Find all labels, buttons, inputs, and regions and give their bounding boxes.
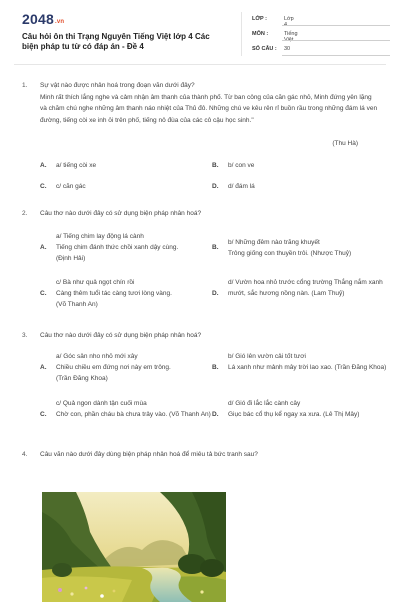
option-letter: B. [212,244,219,251]
option-text: d/ Gió đi lắc lắc cành cây Giục bác cổ thụ kể ngay xa xưa. (Lê Thị Mây) [228,400,360,418]
question-number: 3. [22,332,28,339]
header-rule [14,64,386,65]
question-number: 2. [22,210,28,217]
meta-label: MÔN : [252,31,269,37]
option-text: a/ Góc sân nho nhỏ mới xây Chiều chiều em đứng nơi này em trông. (Trần Đăng Khoa) [56,353,171,382]
question-passage: Minh rất thích lắng nghe và cảm nhận âm thanh của thành phố. Từ ban công của căn gác nhỏ, Minh đứng yên lặng và chăm chú nghe những âm thanh náo nhiệt của Thủ đô. Những chú ve kêu rên rỉ buồn rầu trong những đám lá ven đường, tiếng còi xe inh ỏi trên phố, tiếng nô đùa của các cô cậu học sinh." [40,93,378,124]
option-letter: A. [40,162,47,169]
question-text: Câu thơ nào dưới đây có sử dụng biện pháp nhân hoá? [40,332,202,339]
option-text: c/ Bà như quả ngọt chín rồi Càng thêm tuổi tác càng tươi lòng vàng. (Võ Thanh An) [56,279,172,308]
option-text: b/ con ve [228,162,255,169]
meta-value: Tiếng [284,31,298,37]
question-text: Câu văn nào dưới đây dùng biện pháp nhân hoá để miêu tả bức tranh sau? [40,451,258,458]
option-text: b/ Gió lên vườn cải tốt tươi Lá xanh như mảnh mây trời lao xao. (Trần Đăng Khoa) [228,353,387,371]
option-text: c/ Quả ngon dành tận cuối mùa Chờ con, phần cháu bà chưa trảy vào. (Võ Thanh An) [56,400,211,418]
option-letter: C. [40,183,47,190]
passage-author: (Thu Hà) [332,140,358,147]
option-text: b/ Những đêm nào trăng khuyết Trông giống con thuyền trôi. (Nhược Thuỷ) [228,239,352,257]
option-letter: C. [40,290,47,297]
meta-value: Lớp [284,16,294,22]
option-letter: D. [212,183,219,190]
question-number: 4. [22,451,28,458]
option-letter: D. [212,290,219,297]
option-letter: A. [40,244,47,251]
worksheet-title: Câu hỏi ôn thi Trạng Nguyên Tiếng Việt lớp 4 Các biện pháp tu từ có đáp án - Đề 4 [22,32,210,51]
option-text: d/ Vườn hoa nhỏ trước cổng trường Thắng nắm xanh mướt, sắc hương nồng nàn. (Lam Thuỷ) [228,279,383,297]
option-text: c/ căn gác [56,183,86,190]
header-divider [241,12,242,56]
option-letter: B. [212,364,219,371]
option-text: a/ tiếng còi xe [56,162,97,169]
option-text: d/ đám lá [228,183,255,190]
meta-label: LỚP : [252,16,267,22]
option-letter: A. [40,364,47,371]
option-letter: B. [212,162,219,169]
question-text: Câu thơ nào dưới đây có sử dụng biện pháp nhân hoá? [40,210,202,217]
option-letter: C. [40,411,47,418]
landscape-illustration-icon [42,492,226,602]
question-text: Sự vật nào được nhân hoá trong đoạn văn dưới đây? [40,82,195,89]
option-text: a/ Tiếng chim lay động lá cành Tiếng chim đánh thức chồi xanh dậy cùng. (Định Hải) [56,233,179,262]
logo-suffix: .vn [54,19,65,25]
option-letter: D. [212,411,219,418]
meta-value: 30 [284,46,291,52]
header [0,0,400,62]
meta-label: SỐ CÂU : [252,46,277,52]
question-number: 1. [22,82,28,89]
site-logo[interactable]: 2048.vn [22,11,65,27]
